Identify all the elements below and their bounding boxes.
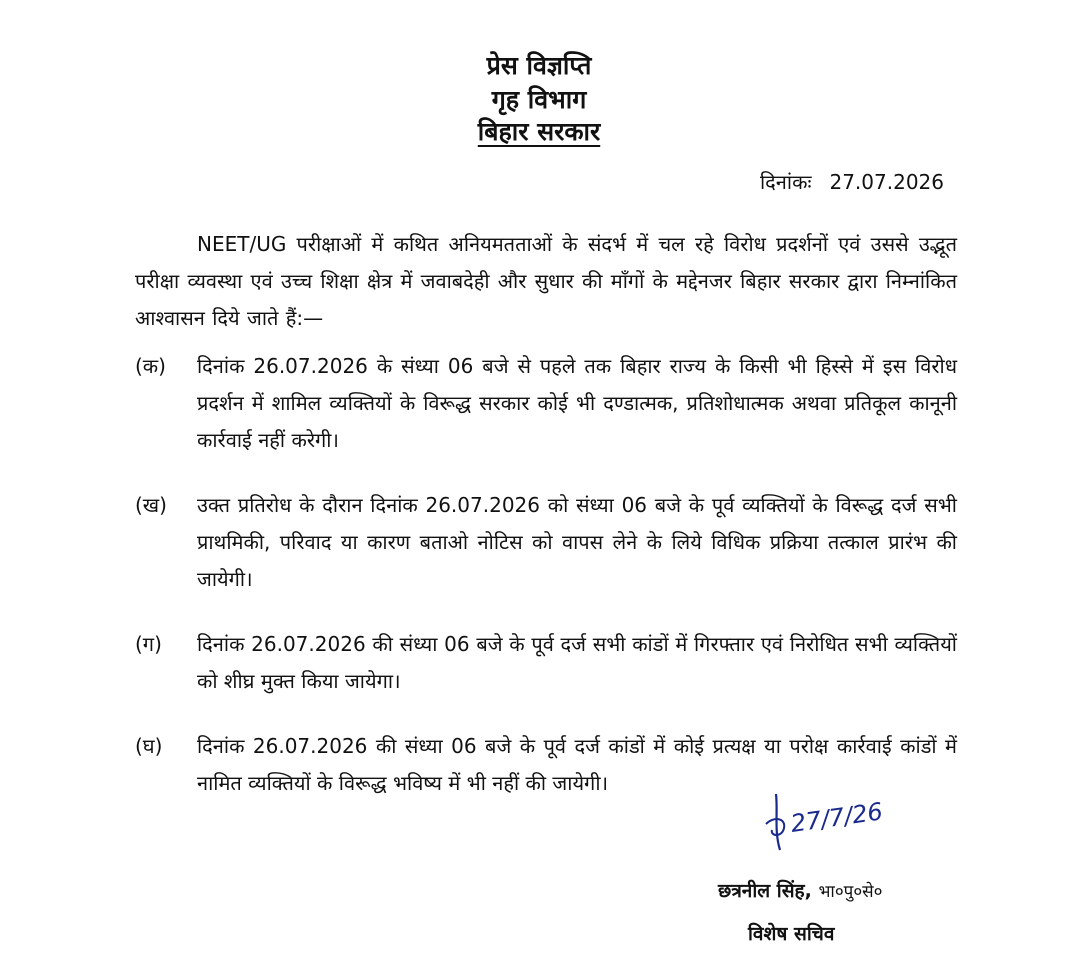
- signatory-name: छत्रनील सिंह,: [718, 880, 812, 902]
- item-label: (घ): [135, 734, 163, 758]
- intro-paragraph: NEET/UG परीक्षाओं में कथित अनियमतताओं के संदर्भ में चल रहे विरोध प्रदर्शनों एवं उससे उद्भूत परीक्षा व्यवस्था एवं उच्च शिक्षा क्षेत्र में जवाबदेही और सुधार की माँगों के मद्देनजर बिहार सरकार द्वारा निम्नांकित आश्वासन दिये जाते हैं:—: [135, 232, 957, 330]
- date-label: दिनांकः: [760, 170, 812, 194]
- government-heading-text: बिहार सरकार: [477, 117, 601, 146]
- government-heading: [0, 116, 1078, 148]
- item-label: (ख): [135, 493, 167, 517]
- item-label: (ग): [135, 632, 162, 656]
- item-text: दिनांक 26.07.2026 के संध्या 06 बजे से पहले तक बिहार राज्य के किसी भी हिस्से में इस विरोध प्रदर्शन में शामिल व्यक्तियों के विरूद्ध सरकार कोई भी दण्डात्मक, प्रतिशोधात्मक अथवा प्रतिकूल कानूनी कार्रवाई नहीं करेगी।: [197, 354, 957, 452]
- assurance-item: [135, 348, 957, 459]
- item-text: दिनांक 26.07.2026 की संध्या 06 बजे के पूर्व दर्ज कांडों में कोई प्रत्यक्ष या परोक्ष कार्रवाई कांडों में नामित व्यक्तियों के विरूद्ध भविष्य में भी नहीं की जायेगी।: [197, 734, 957, 795]
- item-text: दिनांक 26.07.2026 की संध्या 06 बजे के पूर्व दर्ज सभी कांडों में गिरफ्तार एवं निरोधित सभी व्यक्तियों को शीघ्र मुक्त किया जायेगा।: [197, 632, 957, 693]
- handwritten-signature: [758, 786, 898, 856]
- signatory-credential: भा०पु०से०: [818, 882, 883, 902]
- item-label: (क): [135, 354, 166, 378]
- item-text: उक्त प्रतिरोध के दौरान दिनांक 26.07.2026 को संध्या 06 बजे के पूर्व व्यक्तियों के विरूद्ध दर्ज सभी प्राथमिकी, परिवाद या कारण बताओ नोटिस को वापस लेने के लिये विधिक प्रक्रिया तत्काल प्रारंभ की जायेगी।: [197, 493, 957, 591]
- assurance-item: [135, 487, 957, 598]
- date-line: [760, 168, 944, 195]
- signatory-name-line: [718, 877, 883, 903]
- department-heading: गृह विभाग: [491, 85, 587, 114]
- signatory-designation: विशेष सचिव: [748, 923, 835, 945]
- assurance-item: [135, 626, 957, 700]
- press-release-heading: प्रेस विज्ञप्ति: [486, 51, 592, 80]
- date-value: 27.07.2026: [829, 170, 944, 194]
- signature-date: 27/7/26: [788, 797, 885, 838]
